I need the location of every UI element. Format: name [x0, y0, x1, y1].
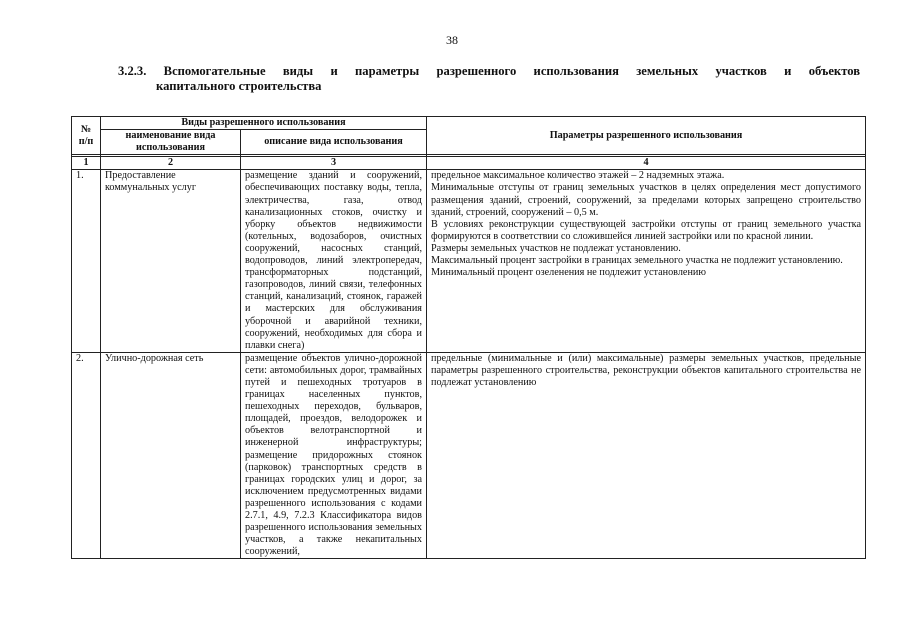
land-use-table	[71, 116, 866, 559]
column-index: 4	[427, 157, 866, 170]
use-parameters	[427, 352, 866, 559]
row-number: 2.	[72, 352, 101, 559]
section-heading-line1	[118, 64, 860, 79]
column-index-row	[72, 157, 866, 170]
use-type-name: Улично-дорожная сеть	[101, 352, 241, 559]
header-types-group: Виды разрешенного использования	[101, 117, 427, 130]
header-description: описание вида использования	[241, 130, 427, 155]
use-type-description: размещение объектов улично-дорожной сети: автомобильных дорог, трамвайных путей и пешеходных тротуаров в границах населенных пунктов, пешеходных переходов, бульваров, площадей, проездов, велодорожек и объектов велотранспортной и инженерной инфраструктуры; размещение придорожных стоянок (парковок) транспортных средств в границах городских улиц и дорог, за исключением предусмотренных видами разрешенного использования с кодами 2.7.1, 4.9, 7.2.3 Классификатора видов разрешенного использования земельных участков, а также некапитальных сооружений,	[241, 352, 427, 559]
use-type-description: размещение зданий и сооружений, обеспечивающих поставку воды, тепла, электричества, газа, отвод канализационных стоков, очистку и уборку объектов недвижимости (котельных, водозаборов, очистных сооружений, насосных станций, водопроводов, линий электропередач, трансформаторных подстанций, газопроводов, линий связи, телефонных станций, канализаций, стоянок, гаражей и мастерских для обслуживания уборочной и аварийной техники, сооружений, необходимых для сбора и плавки снега)	[241, 170, 427, 352]
table-row	[72, 170, 866, 352]
parameter-line: Размеры земельных участков не подлежат установлению.	[431, 242, 681, 254]
section-title-line1: Вспомогательные виды и параметры разрешенного использования земельных участков и объектов	[163, 64, 860, 78]
table-row	[72, 352, 866, 559]
section-title-line2: капитального строительства	[156, 79, 322, 93]
page-number: 38	[446, 33, 458, 47]
use-type-name: Предоставление коммунальных услуг	[101, 170, 241, 352]
parameter-line: Минимальные отступы от границ земельных участков в целях определения мест допустимого размещения зданий, строений, сооружений, за пределами которых запрещено строительство зданий, строений, сооружений – 0,5 м.	[431, 182, 861, 218]
parameter-line: В условиях реконструкции существующей застройки отступы от границ земельного участка формируются в соответствии со сложившейся линией застройки или по красной линии.	[431, 218, 861, 242]
parameter-line: предельное максимальное количество этажей – 2 надземных этажа.	[431, 170, 725, 182]
use-parameters	[427, 170, 866, 352]
header-name: наименование вида использования	[101, 130, 241, 155]
section-heading	[118, 64, 860, 94]
section-number: 3.2.3.	[118, 64, 147, 78]
header-row-1	[72, 117, 866, 130]
column-index: 2	[101, 157, 241, 170]
header-num: № п/п	[72, 117, 101, 155]
parameter-line: предельные (минимальные и (или) максимальные) размеры земельных участков, предельные параметры разрешенного строительства, реконструкции объектов капитального строительства не подлежат установлению	[431, 352, 861, 388]
column-index: 1	[72, 157, 101, 170]
header-params: Параметры разрешенного использования	[427, 117, 866, 155]
column-index: 3	[241, 157, 427, 170]
row-number: 1.	[72, 170, 101, 352]
parameter-line: Минимальный процент озеленения не подлежит установлению	[431, 267, 706, 279]
parameter-line: Максимальный процент застройки в границах земельного участка не подлежит установлению.	[431, 255, 843, 267]
